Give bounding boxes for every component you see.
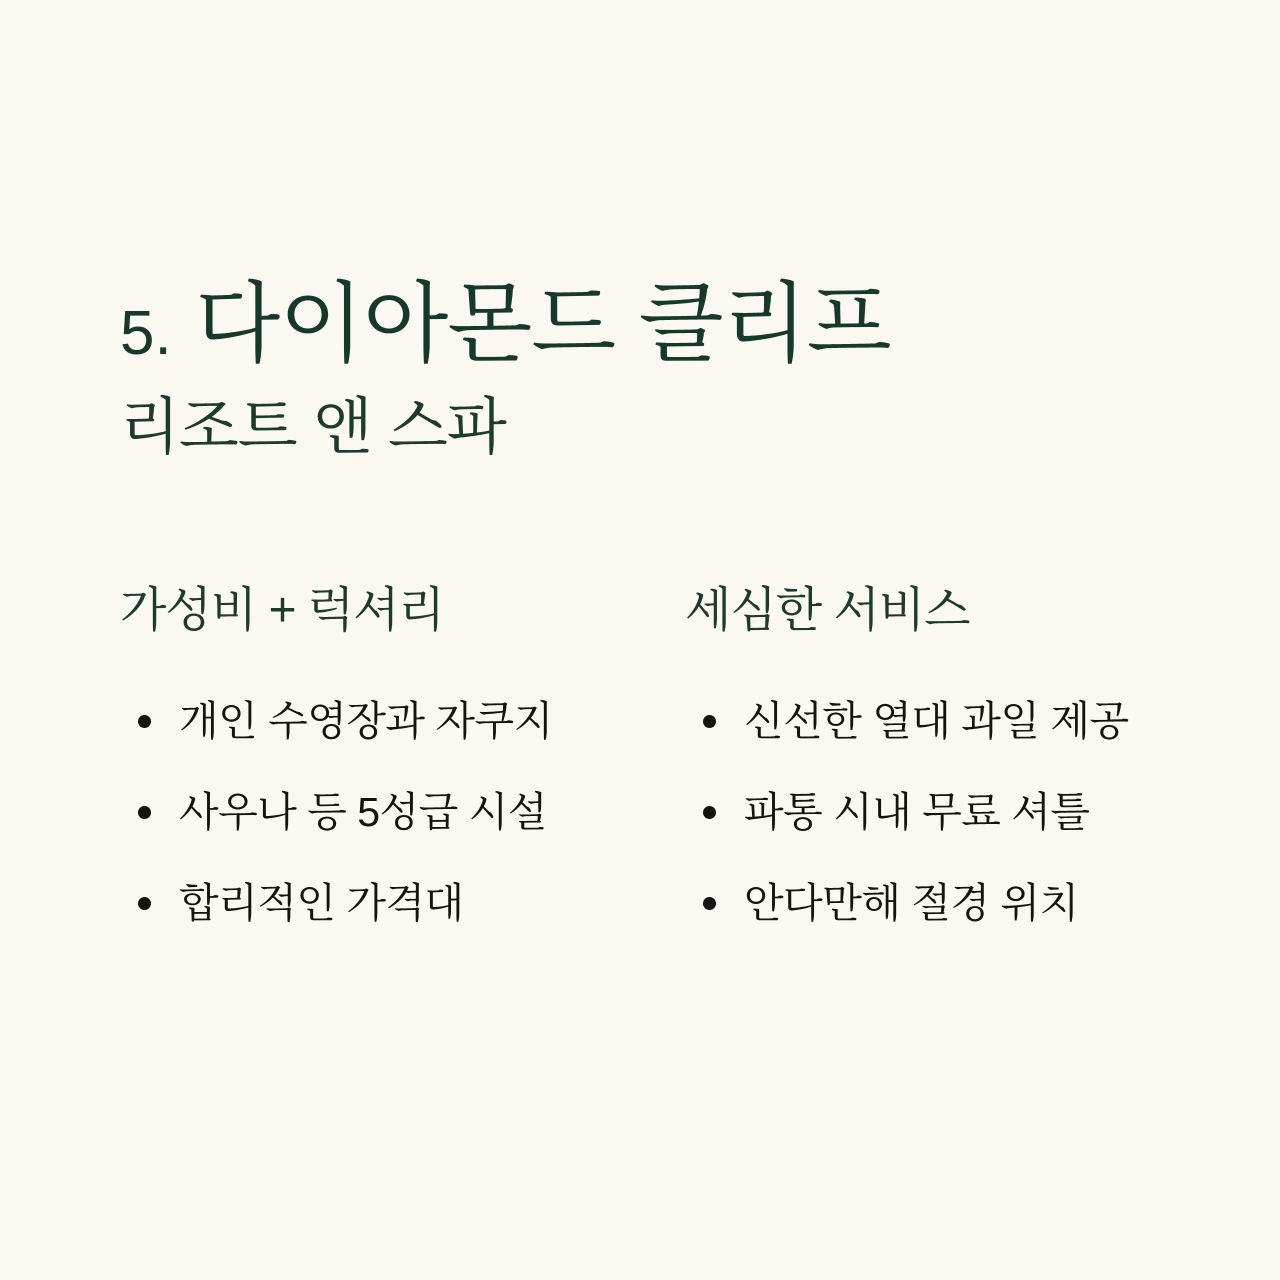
title-block [120,0,1160,463]
column-service [685,571,1160,930]
bullet-dot-icon [138,715,151,728]
title-number: 5. [120,299,172,368]
list-item [120,696,595,747]
list-item [685,696,1160,747]
list-item [120,787,595,838]
list-item-label: 합리적인 가격대 [179,880,464,927]
page-title [120,274,1160,373]
list-item-label: 파통 시내 무료 셔틀 [744,788,1090,835]
list-item-label: 개인 수영장과 자쿠지 [179,697,553,744]
bullet-dot-icon [138,806,151,819]
list-item [685,878,1160,929]
list-item-label: 안다만해 절경 위치 [744,880,1079,927]
bullet-list-value [120,696,595,930]
page-subtitle: 리조트 앤 스파 [120,393,506,463]
list-item [120,878,595,929]
title-text: 다이아몬드 클리프 [195,274,891,373]
bullet-dot-icon [703,806,716,819]
column-heading-service: 세심한 서비스 [685,583,970,637]
list-item-label: 사우나 등 5성급 시설 [179,788,547,835]
list-item-label: 신선한 열대 과일 제공 [744,697,1129,744]
bullet-dot-icon [138,897,151,910]
columns-container [120,571,1160,930]
bullet-dot-icon [703,715,716,728]
bullet-dot-icon [703,897,716,910]
list-item [685,787,1160,838]
column-value [120,571,595,930]
column-heading-value: 가성비 + 럭셔리 [120,583,444,637]
bullet-list-service [685,696,1160,930]
